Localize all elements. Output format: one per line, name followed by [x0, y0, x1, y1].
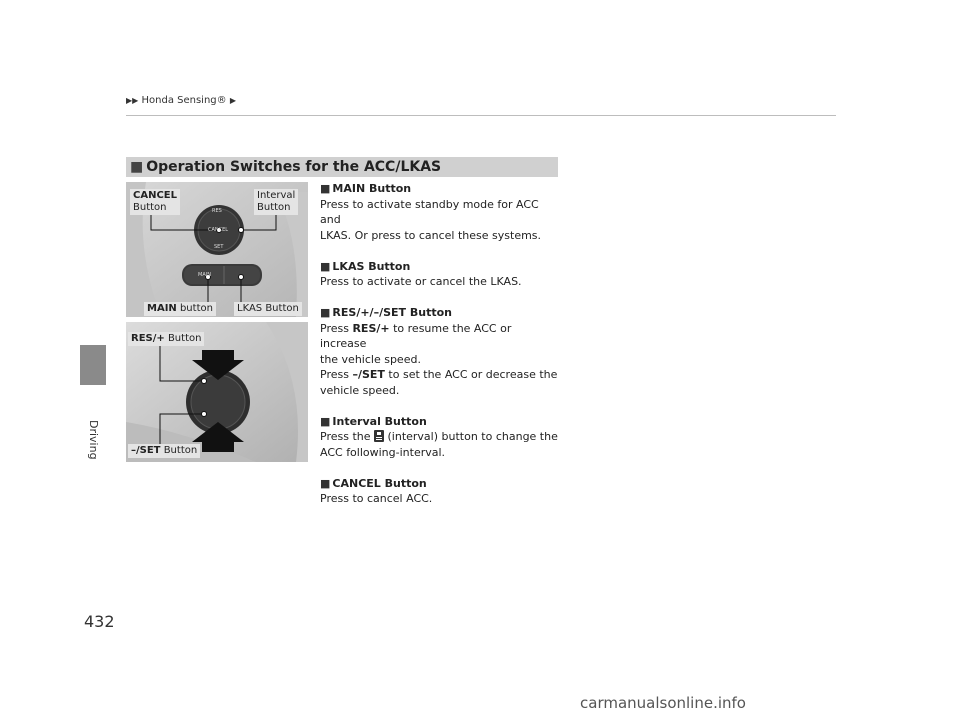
- label-res-bold: RES/+: [131, 333, 165, 344]
- bullet-square-icon: ■: [320, 306, 331, 319]
- interval-icon: [374, 430, 384, 442]
- set-desc-line1: Press –/SET to set the ACC or decrease the: [320, 368, 558, 381]
- header-divider: [126, 115, 836, 116]
- heading-res-set-button: ■ RES/+/–/SET Button: [320, 306, 452, 319]
- bullet-square-icon: ■: [320, 476, 331, 490]
- section-title: [126, 157, 558, 177]
- main-desc-line2: LKAS. Or press to cancel these systems.: [320, 228, 542, 242]
- label-cancel-line2: Button: [133, 202, 167, 213]
- lkas-desc-line1: Press to activate or cancel the LKAS.: [320, 275, 522, 288]
- breadcrumb-section[interactable]: Honda Sensing®: [141, 95, 227, 106]
- interval-desc-line1: Press the (interval) button to change the: [320, 430, 558, 443]
- breadcrumb-arrow-end-icon: ▶: [229, 96, 236, 105]
- heading-interval-button: ■ Interval Button: [320, 414, 427, 428]
- label-set-bold: –/SET: [131, 445, 161, 456]
- steering-switch-figure: [126, 182, 308, 462]
- cancel-desc-line1: Press to cancel ACC.: [320, 492, 433, 505]
- switch-set-text: SET: [214, 244, 224, 250]
- set-desc-line2: vehicle speed.: [320, 383, 400, 397]
- breadcrumb-arrow-icon: ▶▶: [126, 96, 139, 105]
- description-column: [320, 181, 560, 507]
- label-interval-button: [254, 189, 298, 215]
- bullet-square-icon: ■: [320, 182, 331, 195]
- label-interval-line2: Button: [257, 202, 291, 213]
- label-lkas-button: LKAS Button: [234, 302, 302, 316]
- page-number: 432: [84, 612, 115, 631]
- res-desc-line1: Press RES/+ to resume the ACC or increase: [320, 321, 512, 350]
- chapter-tab: [80, 345, 106, 385]
- heading-main-button: ■ MAIN Button: [320, 182, 412, 195]
- label-set-button: [128, 444, 200, 458]
- section-title-text: Operation Switches for the ACC/LKAS: [146, 159, 442, 175]
- switch-cancel-text: CANCEL: [208, 227, 229, 233]
- main-desc-line1: Press to activate standby mode for ACC and: [320, 197, 539, 226]
- bullet-square-icon: ■: [320, 414, 331, 428]
- bullet-square-icon: ■: [320, 259, 331, 273]
- steering-wheel-illustration: [126, 182, 308, 462]
- chapter-label: Driving: [87, 420, 100, 460]
- interval-desc-line2: ACC following-interval.: [320, 445, 446, 459]
- label-main-button: [144, 302, 216, 316]
- label-res-rest: Button: [164, 333, 202, 344]
- heading-lkas-button: ■ LKAS Button: [320, 259, 411, 273]
- res-desc-line2: the vehicle speed.: [320, 352, 421, 366]
- label-main-bold: MAIN: [147, 303, 177, 314]
- breadcrumb: [126, 95, 236, 106]
- label-cancel-button: [130, 189, 180, 215]
- footer-watermark: carmanualsonline.info: [580, 694, 746, 712]
- heading-cancel-button: ■ CANCEL Button: [320, 476, 427, 490]
- switch-main-text: MAIN: [198, 272, 211, 278]
- label-cancel-line1: CANCEL: [133, 190, 177, 201]
- label-res-button: [128, 332, 204, 346]
- switch-res-text: RES: [212, 208, 222, 214]
- bullet-square-icon: ■: [130, 159, 144, 175]
- label-set-rest: Button: [160, 445, 198, 456]
- label-interval-line1: Interval: [257, 190, 296, 201]
- label-main-rest: button: [176, 303, 213, 314]
